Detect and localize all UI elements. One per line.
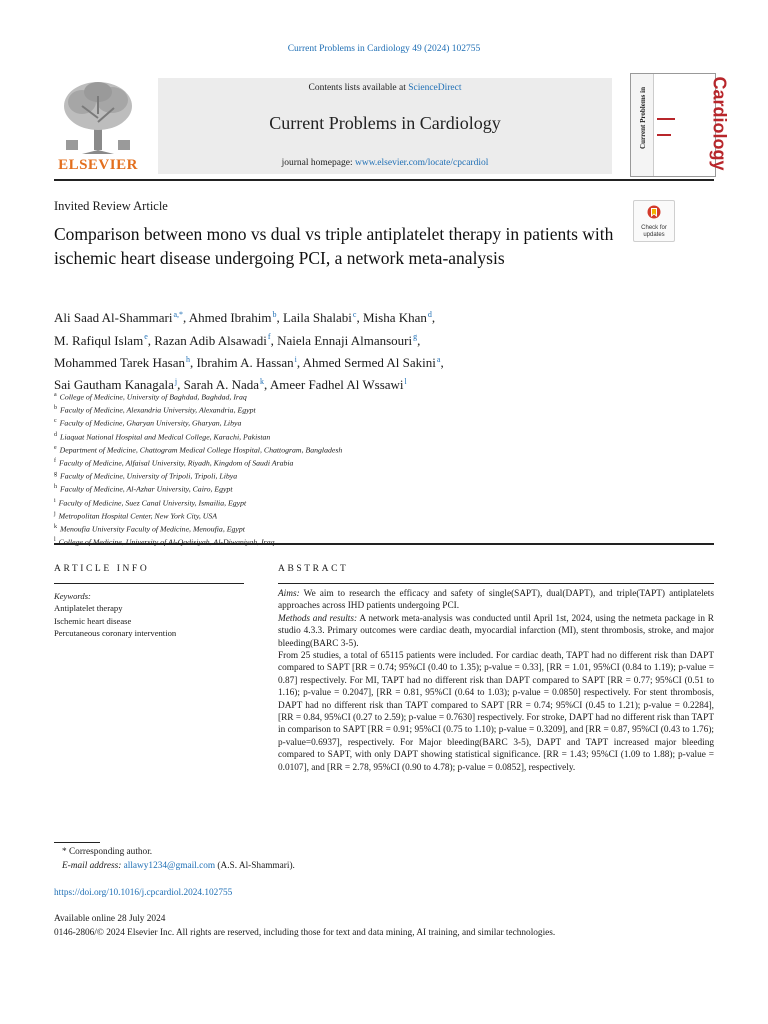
affiliation-item: $^a$ College of Medicine, University of Baghdad, Baghdad, Iraq (54, 392, 247, 402)
author-name[interactable]: M. Rafiqul Islam$^e$, (54, 332, 155, 348)
affiliation-item: $^k$ Menoufia University Faculty of Medicine, Menoufia, Egypt (54, 523, 245, 534)
author-name[interactable]: Ahmed Ibrahim$^b$, (188, 310, 283, 326)
available-online-date: Available online 28 July 2024 (54, 914, 166, 924)
affiliation-marker[interactable]: d (427, 310, 432, 319)
author-name[interactable]: Sai Gautham Kanagala$^j$, (54, 376, 184, 393)
affiliation-item: $^g$ Faculty of Medicine, University of Tripoli, Tripoli, Libya (54, 471, 238, 481)
affiliation-marker[interactable]: a (436, 354, 441, 364)
keyword-item: Percutaneous coronary intervention (54, 628, 177, 639)
keywords-label: Keywords: (54, 591, 91, 601)
affiliation-item: $^c$ Faculty of Medicine, Gharyan University, Gharyan, Libya (54, 418, 242, 428)
journal-masthead (158, 78, 612, 174)
cover-title: Cardiology (709, 76, 730, 171)
affiliation-marker[interactable]: b (272, 310, 277, 319)
affiliation-marker[interactable]: l (404, 376, 407, 386)
abstract-methods (278, 613, 714, 650)
affiliation-marker[interactable]: i (294, 354, 297, 364)
author-name[interactable]: Razan Adib Alsawadi$^f$, (154, 332, 278, 348)
abstract-divider (278, 583, 714, 584)
homepage-line (158, 158, 612, 168)
journal-title: Current Problems in Cardiology (269, 113, 501, 133)
affiliation-list (54, 390, 694, 548)
affiliation-marker[interactable]: k (260, 376, 265, 386)
author-name[interactable]: Sarah A. Nada$^k$, (183, 376, 270, 393)
email-link[interactable]: allawy1234@gmail.com (123, 860, 216, 871)
article-info-divider (54, 583, 244, 584)
affiliation-item: $^i$ Faculty of Medicine, Suez Canal University, Ismailia, Egypt (54, 497, 247, 508)
check-for-updates-button[interactable] (633, 200, 675, 242)
author-name[interactable]: Misha Khan$^d$, (362, 310, 436, 326)
check-for-updates-label: Check for updates (641, 225, 667, 238)
article-type: Invited Review Article (54, 199, 168, 213)
abstract-heading: ABSTRACT (278, 564, 349, 574)
affiliation-item: $^d$ Liaquat National Hospital and Medical College, Karachi, Pakistan (54, 431, 271, 442)
section-divider (54, 543, 714, 545)
author-name[interactable]: Laila Shalabi$^c$, (282, 310, 363, 326)
copyright-notice: 0146-2806/© 2024 Elsevier Inc. All rights are reserved, including those for text and data mining, AI training, and similar technologies. (54, 928, 556, 938)
aims-label: Aims: (278, 589, 300, 599)
author-name[interactable]: Mohammed Tarek Hasan$^h$, (54, 354, 197, 370)
author-name[interactable]: Ibrahim A. Hassan$^i$, (196, 354, 303, 370)
aims-text: We aim to research the efficacy and safety of single(SAPT), dual(DAPT), and triple(TAPT) antiplatelets approaches across IHD patients undergoing PCI. (278, 589, 714, 612)
affiliation-item: $^j$ Metropolitan Hospital Center, New York City, USA (54, 510, 218, 521)
author-name[interactable]: Ali Saad Al-Shammari$^{a,*}$, (54, 310, 189, 326)
abstract-body (278, 588, 714, 774)
affiliation-item: $^h$ Faculty of Medicine, Al-Azhar University, Cairo, Egypt (54, 484, 233, 494)
footnote-divider (54, 842, 100, 843)
journal-reference-link[interactable]: Current Problems in Cardiology 49 (2024) 102755 (287, 44, 481, 54)
keyword-item: Ischemic heart disease (54, 615, 132, 626)
header-divider (54, 179, 714, 181)
elsevier-tree-icon (52, 78, 144, 156)
affiliation-marker[interactable]: j (174, 376, 178, 386)
affiliation-marker[interactable]: g (413, 332, 418, 342)
bookmark-icon (647, 205, 661, 221)
corresponding-author-note: * Corresponding author. (62, 847, 153, 857)
doi-link[interactable]: https://doi.org/10.1016/j.cpcardiol.2024.102755 (54, 888, 233, 898)
affiliation-marker[interactable]: c (352, 310, 357, 319)
cover-decoration (657, 134, 671, 136)
homepage-link[interactable]: www.elsevier.com/locate/cpcardiol (354, 158, 489, 168)
author-name[interactable]: Ahmed Sermed Al Sakini$^a$, (302, 354, 444, 370)
affiliation-item: l (54, 537, 56, 544)
email-line (62, 860, 295, 874)
affiliation-marker[interactable]: h (185, 354, 190, 364)
sciencedirect-link[interactable]: ScienceDirect (408, 83, 462, 93)
footnote-block (62, 846, 295, 873)
contents-prefix: Contents lists available at (308, 83, 409, 93)
keyword-item: Antiplatelet therapy (54, 603, 123, 614)
methods-label: Methods and results: (278, 613, 358, 624)
publisher-wordmark: ELSEVIER (58, 157, 138, 173)
affiliation-item: $^b$ Faculty of Medicine, Alexandria University, Alexandria, Egypt (54, 405, 256, 415)
affiliation-item: $^f$ Faculty of Medicine, Alfaisal University, Riyadh, Kingdom of Saudi Arabia (54, 457, 294, 468)
affiliation-item: $^e$ Department of Medicine, Chattogram Medical College Hospital, Chattogram, Bangladesh (54, 444, 343, 455)
affiliation-marker[interactable]: e (144, 332, 148, 342)
article-info-heading: ARTICLE INFO (54, 564, 150, 574)
homepage-prefix: journal homepage: (281, 158, 355, 168)
contents-line (158, 83, 612, 93)
affiliation-marker[interactable]: a,* (173, 310, 183, 319)
keywords-block (54, 590, 254, 640)
affiliation-marker[interactable]: f (267, 332, 271, 342)
author-name[interactable]: Naiela Ennaji Almansouri$^g$, (277, 332, 421, 348)
email-suffix: (A.S. Al-Shammari). (215, 860, 295, 871)
article-title: Comparison between mono vs dual vs triple antiplatelet therapy in patients with ischemic heart disease undergoing PCI, a network meta-analysis (54, 224, 614, 268)
elsevier-logo (52, 78, 144, 174)
journal-cover-image (630, 73, 730, 177)
email-label: E-mail address: (62, 860, 122, 871)
cover-decoration (657, 118, 675, 120)
cover-spine-text: Current Problems in (639, 87, 647, 149)
abstract-aims (278, 588, 714, 613)
abstract-results: From 25 studies, a total of 65115 patients were included. For cardiac death, TAPT had no different risk than DAPT compared to SAPT [RR = 0.74; 95%CI (0.40 to 1.35); p-value = 0.33], [RR = 1.01, 95%CI (0.84 to 1.19); p-value = 0.87] respectively. For MI, TAPT had no different risk than DAPT compared to SAPT [RR = 0.77; 95%CI (0.51 to 1.16); p-value = 0.2047], [RR = 0.81, 95%CI (0.64 to 1.03); p-value = 0.0850] respectively. For stent thrombosis, DAPT had no different risk than TAPT compared to SAPT [RR = 0.74; 95%CI (0.45 to 1.21); p-value = 0.2284], [RR = 0.84, 95%CI (0.27 to 2.59); p-value = 0.7630] respectively. For stroke, DAPT had no different risk than TAPT in comparison to SAPT [RR = 0.91; 95%CI (0.75 to 1.10); p-value = 0.3209], and [RR = 0.87, 95%CI (0.43 to 1.76); p-value=0.6937], respectively. For Major bleeding(BARC 3-5), DAPT and TAPT increased major bleeding compared to SAPT, with only DAPT showing statistical significance. [RR = 1.43; 95%CI (1.09 to 1.88); p-value = 0.0107], and [RR = 2.78, 95%CI (0.90 to 4.78); p-value = 0.0852], respectively. (278, 651, 714, 773)
author-list (54, 305, 654, 394)
author-name[interactable]: Ameer Fadhel Al Wssawi$^l$ (269, 376, 407, 393)
methods-text: A network meta-analysis was conducted until April 1st, 2024, using the netmeta package in R studio 4.3.3. Primary outcomes were cardiac death, myocardial infarction (MI), stent thrombosis, stroke, and major bleeding(BARC 3-5). (278, 613, 714, 649)
